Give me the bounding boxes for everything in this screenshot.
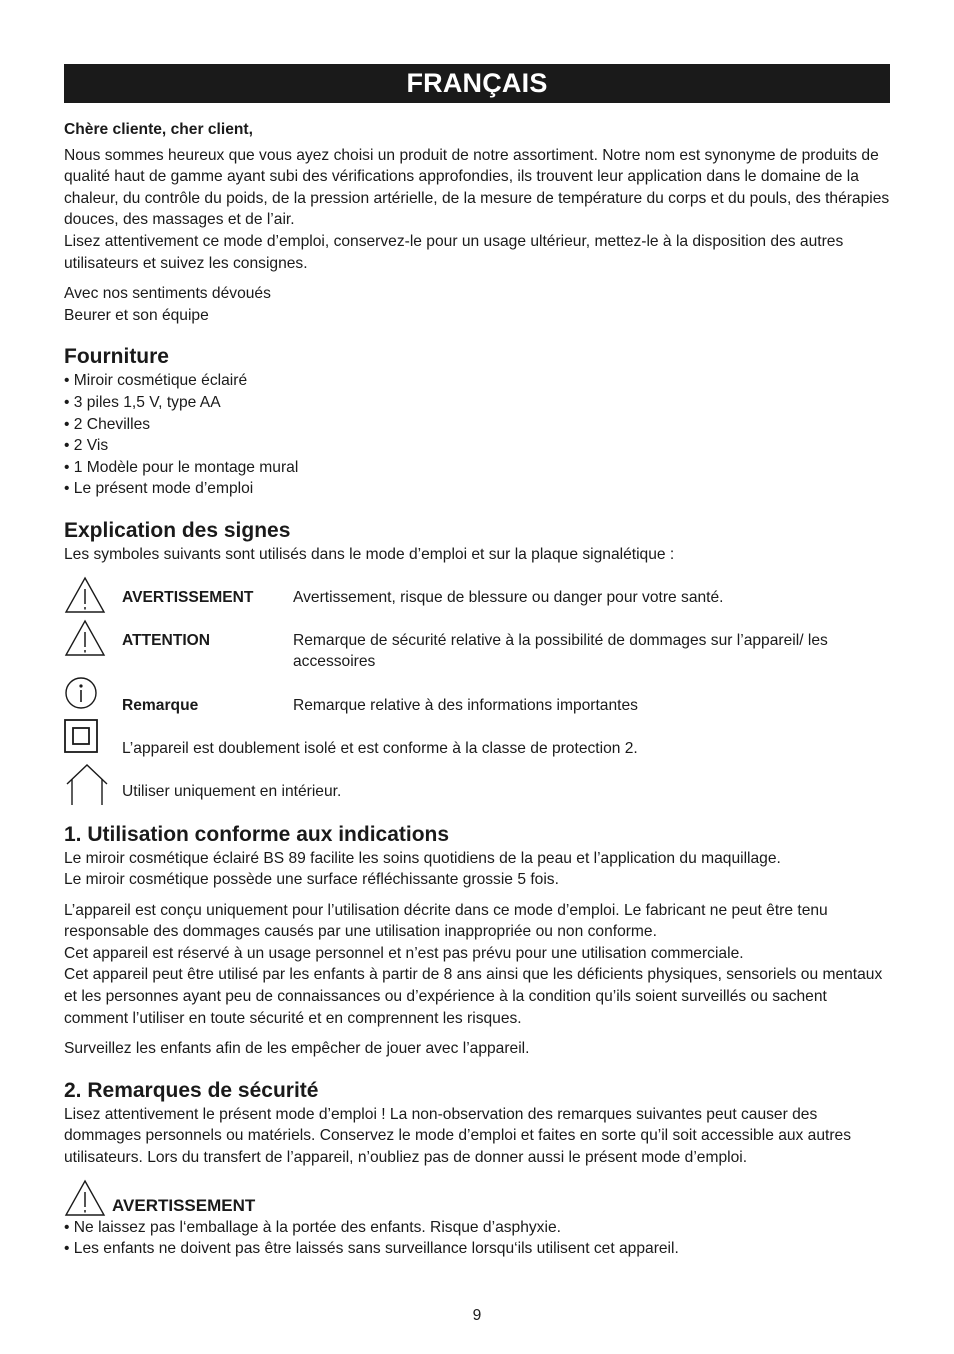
symbol-term: ATTENTION — [122, 631, 211, 649]
section1-paragraph: Cet appareil peut être utilisé par les enfants à partir de 8 ans ainsi que les déficients physiques, sensoriels ou mentaux et les personnes ayant peu de connaissances ou d’expérience à la condition qu’ils soient surveillés ou sachent comment l’utiliser en toute sécurité et en comprennent les risques. — [64, 966, 883, 1027]
warning-triangle-icon — [64, 619, 106, 657]
language-banner: FRANÇAIS — [64, 64, 890, 103]
list-item: • Ne laissez pas l‘emballage à la portée des enfants. Risque d’asphyxie. — [64, 1217, 890, 1239]
symbol-description: Avertissement, risque de blessure ou danger pour votre santé. — [293, 588, 724, 606]
symbol-description: L’appareil est doublement isolé et est conforme à la classe de protection 2. — [122, 739, 638, 757]
symbol-description: Utiliser uniquement en intérieur. — [122, 782, 342, 800]
closing-line: Beurer et son équipe — [64, 306, 209, 324]
warning-triangle-icon — [64, 1179, 106, 1217]
symbol-term: AVERTISSEMENT — [122, 588, 254, 606]
warning-callout — [64, 1169, 890, 1217]
salutation: Chère cliente, cher client, — [64, 121, 253, 138]
list-item: • Le présent mode d’emploi — [64, 478, 890, 500]
section1-paragraph: Le miroir cosmétique éclairé BS 89 facilite les soins quotidiens de la peau et l’application du maquillage. — [64, 849, 781, 867]
list-item: • Les enfants ne doivent pas être laissés sans surveillance lorsqu‘ils utilisent cet appareil. — [64, 1238, 890, 1260]
list-item: • 3 piles 1,5 V, type AA — [64, 392, 890, 414]
symbol-row — [64, 717, 890, 760]
section1-paragraph: L’appareil est conçu uniquement pour l’utilisation décrite dans ce mode d’emploi. Le fabricant ne peut être tenu responsable des dommages causés par une utilisation inappropriée ou non conforme. — [64, 901, 828, 941]
section1-paragraph: Le miroir cosmétique possède une surface réfléchissante grossie 5 fois. — [64, 871, 559, 889]
list-item: • 2 Chevilles — [64, 414, 890, 436]
symbols-intro: Les symboles suivants sont utilisés dans le mode d’emploi et sur la plaque signalétique : — [64, 545, 675, 563]
intro-paragraph: Nous sommes heureux que vous ayez choisi un produit de notre assortiment. Notre nom est synonyme de produits de qualité haut de gamme ayant subi des vérifications approfondies, ils trouvent leur application dans le domaine de la chaleur, du contrôle du poids, de la pression artérielle, de la mesure de température du corps et du pouls, des thérapies douces, des massages et de l’air. — [64, 146, 890, 229]
symbol-row — [64, 674, 890, 717]
section-heading-1: 1. Utilisation conforme aux indications — [64, 822, 450, 846]
section1-paragraph: Cet appareil est réservé à un usage personnel et n’est pas prévu pour une utilisation commerciale. — [64, 944, 744, 962]
section1-paragraph: Surveillez les enfants afin de les empêcher de jouer avec l’appareil. — [64, 1040, 530, 1058]
section2-paragraph: Lisez attentivement le présent mode d’emploi ! La non-observation des remarques suivantes peut causer des dommages personnels ou matériels. Conservez le mode d’emploi et faites en sorte qu’il soit accessible aux autres utilisateurs. Lors du transfert de l’appareil, n’oubliez pas de donner aussi le présent mode d’emploi. — [64, 1105, 852, 1167]
symbol-row — [64, 609, 890, 674]
double-insulation-icon — [64, 719, 98, 753]
page-number: 9 — [472, 1307, 482, 1324]
list-item: • Miroir cosmétique éclairé — [64, 370, 890, 392]
symbol-description: Remarque relative à des informations importantes — [293, 696, 638, 714]
warning-list — [64, 1217, 890, 1260]
info-circle-icon — [64, 676, 98, 710]
list-item: • 1 Modèle pour le montage mural — [64, 457, 890, 479]
symbol-row — [64, 760, 890, 803]
symbol-description: Remarque de sécurité relative à la possibilité de dommages sur l’appareil/ les accessoires — [293, 631, 828, 671]
section-heading-fourniture: Fourniture — [64, 345, 169, 369]
page-content — [64, 64, 890, 1260]
list-item: • 2 Vis — [64, 435, 890, 457]
supply-list — [64, 370, 890, 500]
symbol-row — [64, 566, 890, 609]
warning-label: AVERTISSEMENT — [112, 1195, 256, 1215]
closing-line: Avec nos sentiments dévoués — [64, 285, 271, 303]
symbol-term: Remarque — [122, 696, 199, 714]
section-heading-2: 2. Remarques de sécurité — [64, 1078, 319, 1102]
section-heading-signes: Explication des signes — [64, 518, 291, 542]
indoor-house-icon — [64, 761, 110, 807]
intro-paragraph: Lisez attentivement ce mode d’emploi, conservez-le pour un usage ultérieur, mettez-le à la disposition des autres utilisateurs et suivez les consignes. — [64, 232, 844, 272]
